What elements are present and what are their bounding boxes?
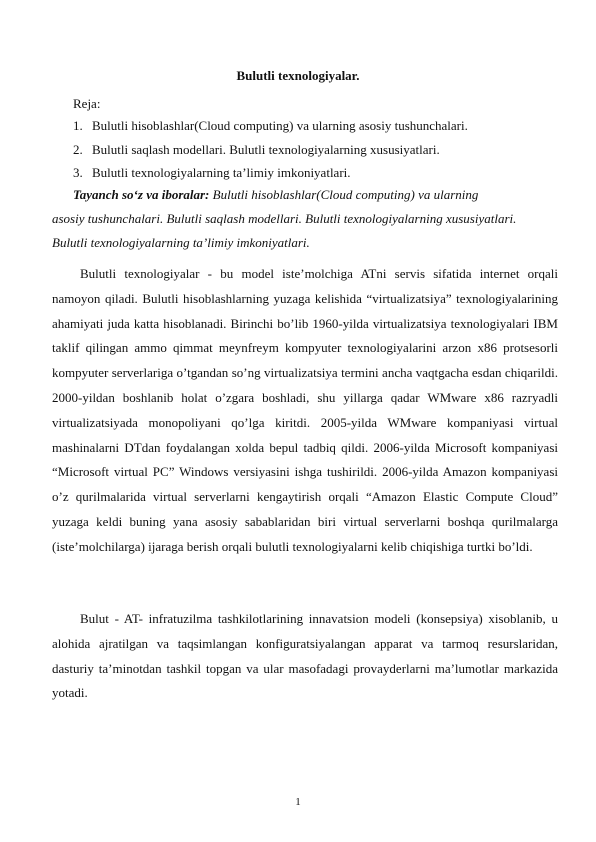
plan-item xyxy=(73,165,351,181)
keywords-line: Bulutli texnologiyalarning ta’limiy imkoniyatlari. xyxy=(52,235,310,250)
body-paragraph: Bulut - AT- infratuzilma tashkilotlarining innavatsion modeli (konsepsiya) xisoblanib, u alohida ajratilgan va taqsimlangan konfiguratsiyalangan apparat va tarmoq resurslaridan, dasturiy ta’minotdan tashkil topgan va ular masofadagi provayderlarni ma’lumotlar markazida yotadi. xyxy=(52,611,558,701)
keywords-text: Bulutli hisoblashlar(Cloud computing) va ularning xyxy=(212,187,479,202)
plan-item-number: 1. xyxy=(73,118,83,133)
keywords-line: asosiy tushunchalari. Bulutli saqlash modellari. Bulutli texnologiyalarning xususiyatlari. xyxy=(52,211,517,226)
plan-item-text: Bulutli texnologiyalarning ta’limiy imkoniyatlari. xyxy=(92,165,351,180)
plan-item-text: Bulutli saqlash modellari. Bulutli texnologiyalarning xususiyatlari. xyxy=(92,142,440,157)
plan-item-number: 2. xyxy=(73,142,83,157)
plan-item xyxy=(73,118,468,134)
plan-item-number: 3. xyxy=(73,165,83,180)
plan-item xyxy=(73,142,440,158)
document-title: Bulutli texnologiyalar. xyxy=(236,68,360,83)
body-paragraph: Bulutli texnologiyalar - bu model iste’molchiga ATni servis sifatida internet orqali namoyon qiladi. Bulutli hisoblashlarning yuzaga kelishida “virtualizatsiya” texnologiyalarining ahamiyati juda katta hisoblanadi. Birinchi bo’lib 1960-yilda virtualizatsiya texnologiyalari IBM taklif qilingan ammo qimmat meynfreym kompyuter texnologiyalarini arzon x86 protsesorli kompyuter serverlariga o’tgandan so’ng virtualizatsiya termini ancha vaqtgacha esdan chiqarildi. 2000-yildan boshlanib holat o’zgara boshladi, shu yillarga qadar WMware x86 razryadli virtualizatsiyada monopoliyani qo’lga kiritdi. 2005-yilda WMware kompaniyasi virtual mashinalarni DTdan foydalangan xolda bepul tadbiq qildi. 2006-yilda Microsoft kompaniyasi “Microsoft virtual PC” Windows versiyasini ishga tushirildi. 2006-yilda Amazon kompaniyasi o’z qurilmalarida virtual serverlarni kengaytirish orqali “Amazon Elastic Compute Cloud” yuzaga keldi buning yana asosiy sabablaridan biri virtual serverlarni boshqa qurilmalarga (iste’molchilarga) ijaraga berish orqali bulutli texnologiyalarni kelib chiqishiga turtki bo’ldi. xyxy=(52,266,558,554)
keywords-label: Tayanch so‘z va iboralar: xyxy=(73,187,210,202)
plan-item-text: Bulutli hisoblashlar(Cloud computing) va ularning asosiy tushunchalari. xyxy=(92,118,468,133)
keywords-line xyxy=(73,187,478,203)
page-number: 1 xyxy=(295,796,301,808)
plan-heading: Reja: xyxy=(73,96,101,111)
